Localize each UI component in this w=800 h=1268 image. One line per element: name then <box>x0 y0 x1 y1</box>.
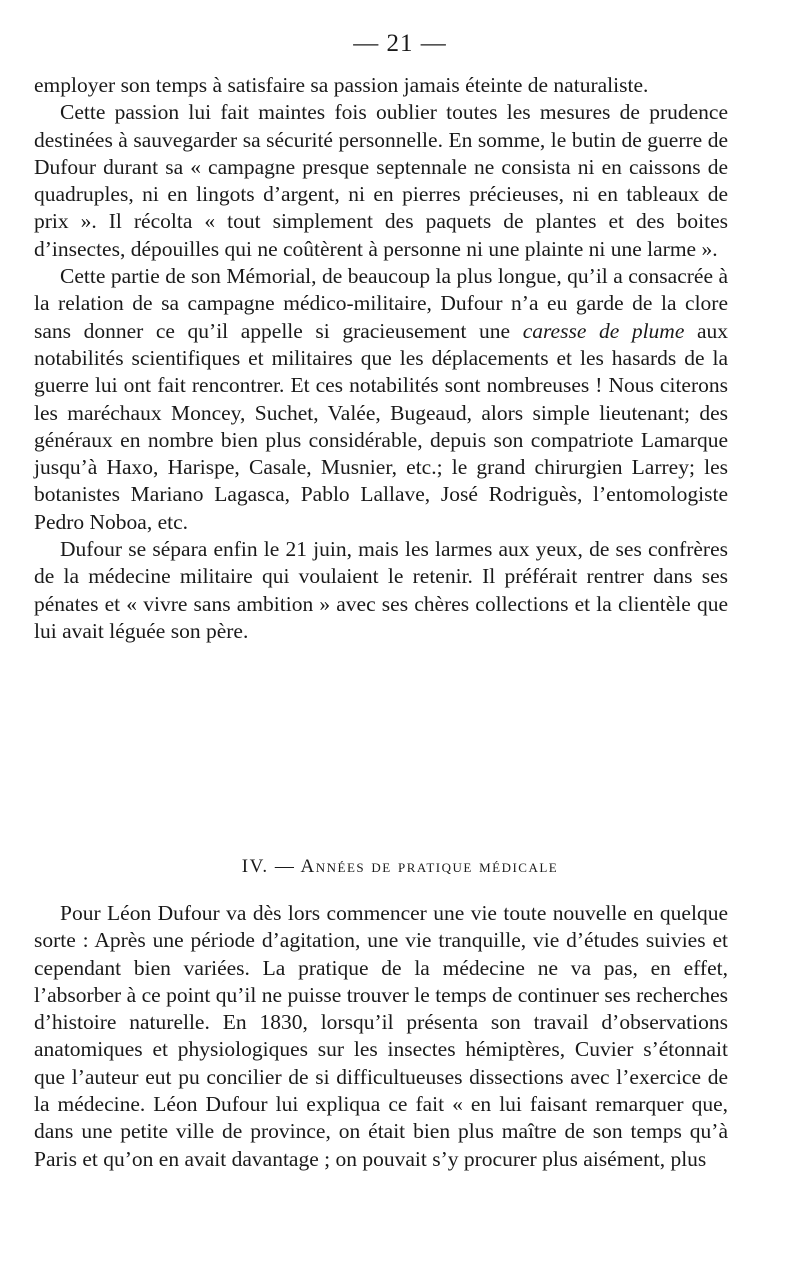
paragraph-text: aux notabilités scientifiques et militaires que les déplacements et les hasards de la guerre lui ont fait rencontrer. Et ces notabilités sont nombreuses ! Nous citerons les maréchaux Moncey, Suchet, Valée, Bugeaud, alors simple lieutenant; des généraux en nombre bien plus considérable, depuis son compatriote Lamarque jusqu’à Haxo, Harispe, Casale, Musnier, etc.; le grand chirurgien Larrey; les botanistes Mariano Lagasca, Pablo Lallave, José Rodriguès, l’entomologiste Pedro Noboa, etc. <box>34 318 728 534</box>
paragraph: Pour Léon Dufour va dès lors commencer une vie toute nouvelle en quelque sorte : Après une période d’agitation, une vie tranquille, vie d’études suivies et cependant bien variées. La pratique de la médecine ne va pas, en effet, l’absorber à ce point qu’il ne puisse trouver le temps de continuer ses recherches d’histoire naturelle. En 1830, lorsqu’il présenta son travail d’observations anatomiques et physiologiques sur les insectes hémiptères, Cuvier s’étonnait que l’auteur eut pu concilier de si difficultueuses dissections avec l’exercice de la médecine. Léon Dufour lui expliqua ce fait « en lui faisant remarquer que, dans une petite ville de province, on était bien plus maître de son temps qu’à Paris et qu’on en avait davantage ; on pouvait s’y procurer plus aisément, plus <box>34 901 728 1171</box>
italic-phrase: caresse de plume <box>522 318 685 343</box>
page-number: — 21 — <box>353 30 447 57</box>
body-text-bottom <box>34 900 728 1173</box>
paragraph-continued: employer son temps à satisfaire sa passion jamais éteinte de naturaliste. <box>34 73 649 97</box>
paragraph-text: Cette partie de son Mémorial, de beaucoup la plus longue, qu’il a consacrée à la relation de sa campagne médico-militaire, Dufour n’a eu garde de la clore sans donner ce qu’il appelle si gracieusement une <box>34 264 728 343</box>
body-text-top <box>34 72 728 645</box>
paragraph: Dufour se sépara enfin le 21 juin, mais les larmes aux yeux, de ses confrères de la médecine militaire qui voulaient le retenir. Il préférait rentrer dans ses pénates et « vivre sans ambition » avec ses chères collections et la clientèle que lui avait léguée son père. <box>34 537 728 643</box>
section-heading: IV. — Années de pratique médicale <box>241 856 559 877</box>
paragraph-memorial <box>34 263 728 536</box>
paragraph: Cette passion lui fait maintes fois oublier toutes les mesures de prudence destinées à sauvegarder sa sécurité personnelle. En somme, le butin de guerre de Dufour durant sa « campagne presque septennale ne consista ni en caissons de quadruples, ni en lingots d’argent, ni en pierres précieuses, ni en tableaux de prix ». Il récolta « tout simplement des paquets de plantes et des boites d’insectes, dépouilles qui ne coûtèrent à personne ni une plainte ni une larme ». <box>34 100 728 261</box>
